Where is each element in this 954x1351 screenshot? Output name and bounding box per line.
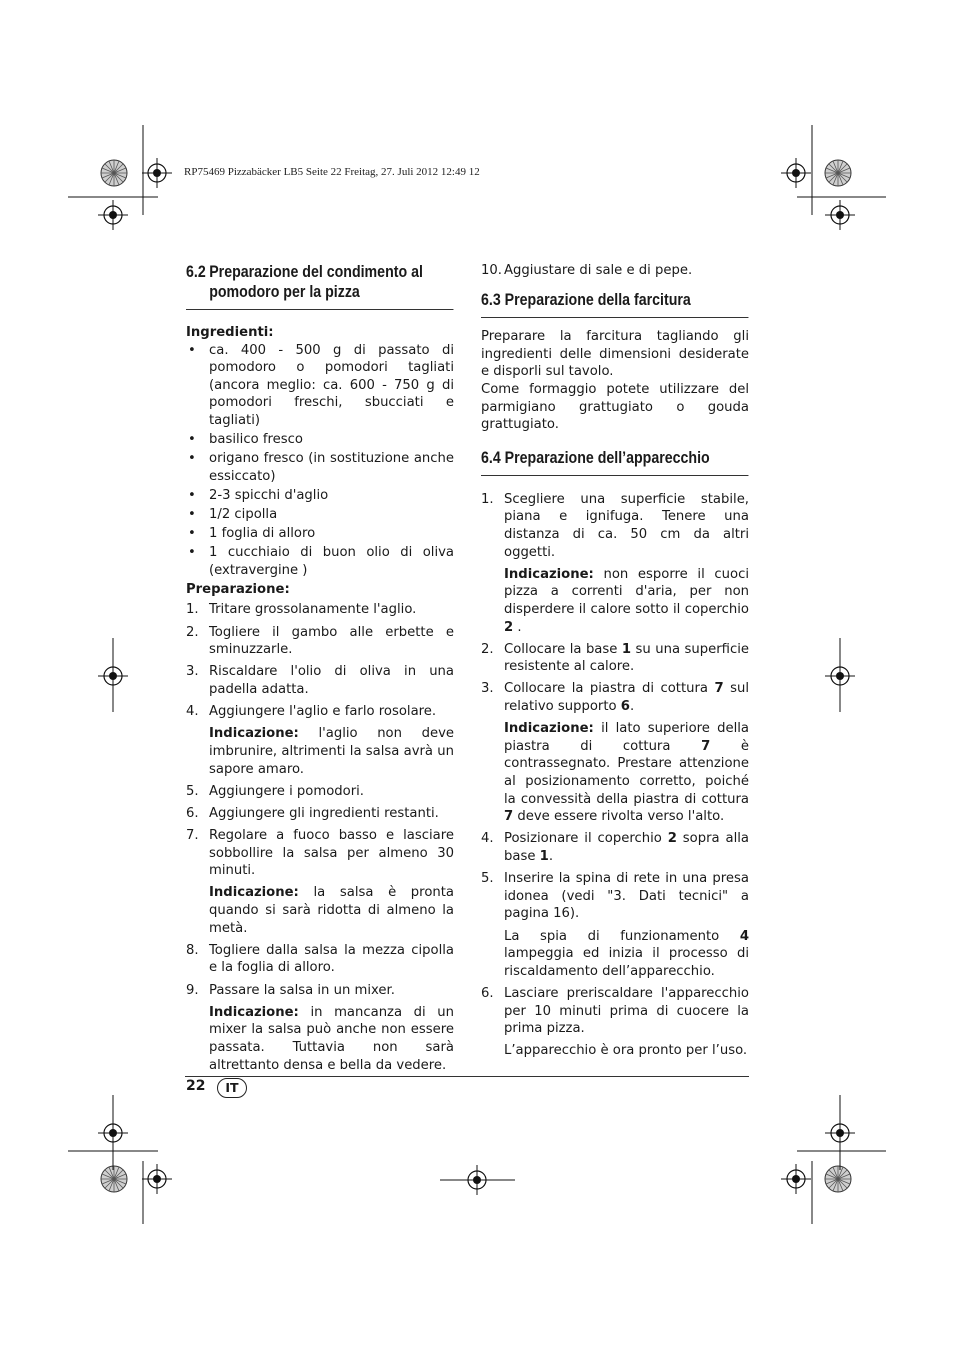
step-item: 3. Collocare la piastra di cottura 7 sul relativo supporto 6. xyxy=(481,681,749,715)
appliance-steps-cont-2 xyxy=(481,830,749,923)
section-heading-6-4: 6.4 Preparazione dell’apparecchio xyxy=(481,448,748,476)
note-step-7: Indicazione: la salsa è pronta quando si sarà ridotta di almeno la metà. xyxy=(209,885,454,936)
reg-mark-top-right xyxy=(781,125,886,230)
section-heading-6-2 xyxy=(186,262,453,310)
step-item: 8. Togliere dalla salsa la mezza cipolla e la foglia di alloro. xyxy=(186,942,454,976)
language-badge: IT xyxy=(217,1078,247,1098)
step-item: 3. Riscaldare l'olio di oliva in una padella adatta. xyxy=(186,664,454,697)
step-item: 2. Collocare la base 1 su una superficie resistente al calore. xyxy=(481,641,749,675)
preparation-steps-cont xyxy=(186,783,454,880)
page-number: 22 xyxy=(186,1078,206,1094)
paragraph: Preparare la farcitura tagliando gli ingredienti delle dimensioni desiderate e disporli sul tavolo. xyxy=(481,329,749,380)
note-step-9: Indicazione: in mancanza di un mixer la salsa può anche non essere passata. Tuttavia non sarà altrettanto densa e bella da vedere. xyxy=(209,1004,454,1073)
reg-mark-bottom-right xyxy=(781,1095,886,1224)
ingredients-list xyxy=(186,342,454,580)
left-column xyxy=(186,262,454,1079)
list-item: • 1 foglia di alloro xyxy=(188,526,316,542)
heading-number: 6.2 xyxy=(186,263,206,281)
note-step-4: Indicazione: l'aglio non deve imbrunire, altrimenti la salsa avrà un sapore amaro. xyxy=(209,726,454,777)
list-item: • ca. 400 - 500 g di passato di pomodoro o pomodori tagliati (ancora meglio: ca. 600 - 750 g di pomodori freschi, sbucciati e tagliati) xyxy=(188,342,454,428)
paragraph: Come formaggio potete utilizzare del parmigiano grattugiato o gouda grattugiato. xyxy=(481,381,749,433)
appliance-steps-cont xyxy=(481,641,749,716)
step-item: 9. Passare la salsa in un mixer. xyxy=(186,982,395,998)
list-item: • 1 cucchiaio di buon olio di oliva (extravergine ) xyxy=(188,545,454,578)
step-6-extra: L’apparecchio è ora pronto per l’uso. xyxy=(504,1043,748,1059)
step-item: 6. Aggiungere gli ingredienti restanti. xyxy=(186,805,439,821)
preparation-steps-cont-2 xyxy=(186,942,454,999)
list-item: • 1/2 cipolla xyxy=(188,506,278,522)
appliance-steps-cont-3 xyxy=(481,985,749,1038)
list-item: • origano fresco (in sostituzione anche essiccato) xyxy=(188,451,454,484)
step-item: 4. Aggiungere l'aglio e farlo rosolare. xyxy=(186,704,437,720)
step-5-extra: La spia di funzionamento 4 lampeggia ed inizia il processo di riscaldamento dell’apparecchio. xyxy=(504,928,749,979)
step-item: 10. Aggiustare di sale e di pepe. xyxy=(481,263,693,278)
step-item: 4. Posizionare il coperchio 2 sopra alla base 1. xyxy=(481,831,749,864)
reg-mark-bottom-left xyxy=(68,1095,172,1224)
step-item: 6. Lasciare preriscaldare l'apparecchio per 10 minuti prima di cuocere la prima pizza. xyxy=(481,985,749,1037)
step-item: 7. Regolare a fuoco basso e lasciare sobbollire la salsa per almeno 30 minuti. xyxy=(186,828,454,879)
heading-line-1: Preparazione del condimento al xyxy=(209,263,423,281)
preparation-step-10 xyxy=(481,262,749,280)
right-column xyxy=(481,262,749,1065)
footer-rule xyxy=(185,1076,749,1077)
preparation-label: Preparazione: xyxy=(186,581,290,597)
preparation-steps xyxy=(186,601,454,720)
step-item: 1. Scegliere una superficie stabile, piana e ignifuga. Tenere una distanza di ca. 50 cm da altri oggetti. xyxy=(481,491,749,560)
step-item: 5. Inserire la spina di rete in una presa idonea (vedi "3. Dati tecnici" a pagina 16). xyxy=(481,871,749,922)
appliance-steps xyxy=(481,491,749,561)
note-step-3: Indicazione: il lato superiore della piastra di cottura 7 è contrassegnato. Prestare attenzione al posizionamento corretto, poiché la convessità della piastra di cottura 7 deve essere rivolta verso l'alto. xyxy=(504,721,749,825)
step-item: 2. Togliere il gambo alle erbette e sminuzzarle. xyxy=(186,624,454,658)
list-item: • 2-3 spicchi d'aglio xyxy=(188,487,329,503)
note-step-1: Indicazione: non esporre il cuoci pizza a correnti d'aria, per non disperdere il calore sotto il coperchio 2 . xyxy=(504,566,749,635)
reg-mark-mid-left xyxy=(98,638,128,712)
list-item: • basilico fresco xyxy=(188,432,303,448)
reg-mark-mid-right xyxy=(825,638,855,712)
reg-mark-top-left xyxy=(68,125,172,230)
print-header: RP75469 Pizzabäcker LB5 Seite 22 Freitag, 27. Juli 2012 12:49 12 xyxy=(184,166,480,178)
heading-line-2: pomodoro per la pizza xyxy=(209,283,360,301)
step-item: 5. Aggiungere i pomodori. xyxy=(186,783,364,799)
ingredients-label: Ingredienti: xyxy=(186,325,274,340)
section-heading-6-3: 6.3 Preparazione della farcitura xyxy=(481,290,748,318)
reg-mark-bottom-center xyxy=(440,1165,515,1195)
step-item: 1. Tritare grossolanamente l'aglio. xyxy=(186,602,417,618)
